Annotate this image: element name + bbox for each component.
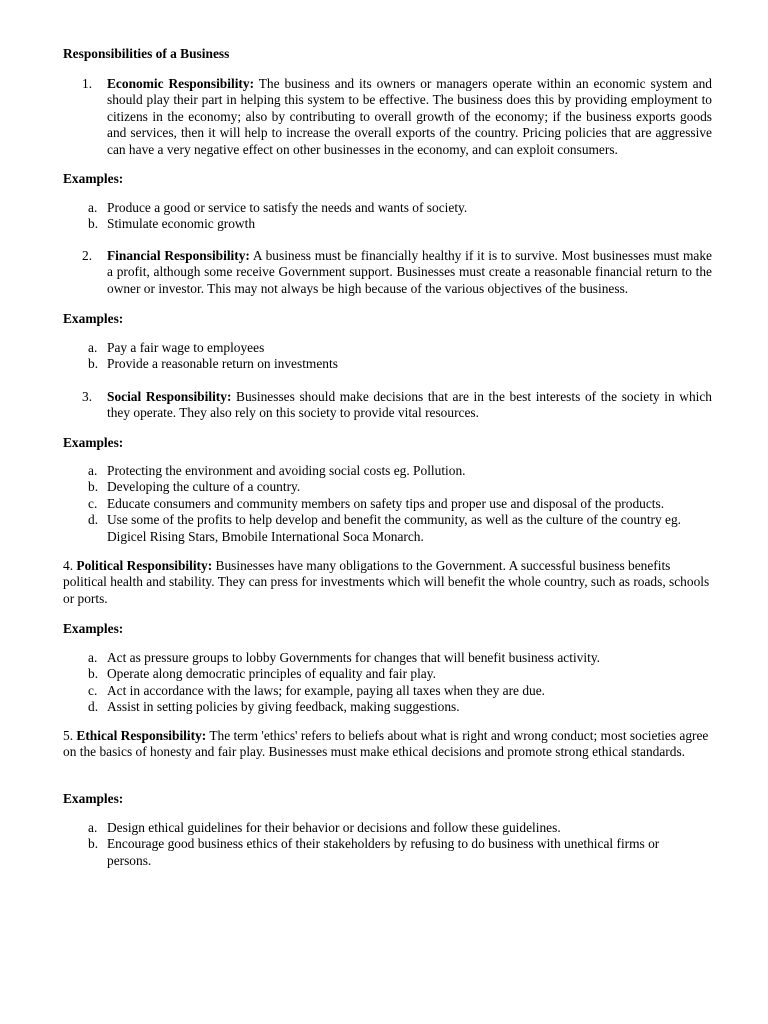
section-heading: Ethical Responsibility: <box>76 728 207 743</box>
section-number: 1. <box>82 76 93 91</box>
list-item <box>88 479 693 495</box>
examples-label: Examples: <box>63 311 124 326</box>
list-item <box>88 512 693 545</box>
list-marker: a. <box>88 650 98 665</box>
list-marker: a. <box>88 820 98 835</box>
section-text: Businesses have many obligations to the Government. A successful business benefits political health and stability. They can press for investments which will benefit the whole country, such as roads, schools or ports. <box>63 558 710 606</box>
section-text: The term 'ethics' refers to beliefs about what is right and wrong conduct; most societies agree on the basics of honesty and fair play. Businesses must make ethical decisions and promote strong ethical standards. <box>63 728 709 760</box>
list-marker: b. <box>88 356 99 372</box>
list-marker: b. <box>88 479 99 495</box>
examples-list <box>88 200 693 233</box>
section-number: 2. <box>82 248 93 263</box>
examples-label: Examples: <box>63 791 124 806</box>
list-marker: b. <box>88 216 99 232</box>
section-financial <box>82 248 712 297</box>
section-heading: Economic Responsibility: <box>107 76 255 91</box>
list-item-text: Encourage good business ethics of their stakeholders by refusing to do business with unethical firms or persons. <box>107 836 660 868</box>
section-heading: Social Responsibility: <box>107 389 232 404</box>
list-item-text: Pay a fair wage to employees <box>107 340 265 355</box>
list-item-text: Stimulate economic growth <box>107 216 256 232</box>
list-item <box>88 356 693 372</box>
list-marker: b. <box>88 836 99 852</box>
list-item <box>88 820 693 836</box>
list-item-text: Provide a reasonable return on investments <box>107 356 338 372</box>
list-item <box>88 496 693 512</box>
section-body <box>107 76 712 158</box>
examples-list <box>88 820 693 869</box>
section-number: 4. <box>63 558 74 573</box>
list-item-text: Protecting the environment and avoiding social costs eg. Pollution. <box>107 463 466 478</box>
examples-list <box>88 340 693 373</box>
section-heading: Political Responsibility: <box>76 558 213 573</box>
section-economic <box>82 76 712 158</box>
examples-list <box>88 463 693 545</box>
section-number: 3. <box>82 389 93 404</box>
list-item <box>88 699 693 715</box>
list-marker: d. <box>88 512 99 528</box>
list-item-text: Assist in setting policies by giving feedback, making suggestions. <box>107 699 460 715</box>
section-body <box>107 389 712 422</box>
section-text: The business and its owners or managers operate within an economic system and should play their part in helping this system to be effective. The business does this by providing employment to citizens in the economy; also by contributing to overall growth of the economy; if the business exports goods and services, then it will help to increase the overall exports of the country. Pricing policies that are aggressive can have a very negative effect on other businesses in the economy, and can exploit consumers. <box>107 76 712 157</box>
list-item-text: Developing the culture of a country. <box>107 479 301 495</box>
list-item <box>88 216 693 232</box>
examples-label: Examples: <box>63 435 124 450</box>
list-item <box>88 836 693 869</box>
list-item-text: Act in accordance with the laws; for example, paying all taxes when they are due. <box>107 682 546 698</box>
section-text: Businesses should make decisions that are in the best interests of the society in which they operate. They also rely on this society to provide vital resources. <box>107 389 712 421</box>
list-marker: b. <box>88 666 99 682</box>
list-item <box>88 666 693 682</box>
list-item <box>88 340 693 356</box>
list-item <box>88 650 693 666</box>
list-item-text: Educate consumers and community members on safety tips and proper use and disposal of the products. <box>107 495 665 511</box>
section-body <box>107 248 712 297</box>
list-marker: c. <box>88 682 98 698</box>
section-political <box>63 558 711 607</box>
section-ethical <box>63 728 711 761</box>
examples-list <box>88 650 693 716</box>
list-item <box>88 463 693 479</box>
list-item-text: Produce a good or service to satisfy the needs and wants of society. <box>107 200 468 215</box>
examples-label: Examples: <box>63 171 124 186</box>
list-item-text: Use some of the profits to help develop and benefit the community, as well as the culture of the country eg. Digicel Rising Stars, Bmobile International Soca Monarch. <box>107 512 682 544</box>
list-marker: d. <box>88 699 99 715</box>
list-marker: c. <box>88 495 98 511</box>
section-text: A business must be financially healthy if it is to survive. Most businesses must make a profit, although some receive Government support. Businesses must create a reasonable financial return to the owner or investor. This may not always be high because of the various objectives of the business. <box>107 248 712 296</box>
list-marker: a. <box>88 463 98 478</box>
section-number: 5. <box>63 728 74 743</box>
section-heading: Financial Responsibility: <box>107 248 250 263</box>
examples-label: Examples: <box>63 621 124 636</box>
page-title: Responsibilities of a Business <box>63 46 230 61</box>
list-marker: a. <box>88 200 98 215</box>
list-item-text: Act as pressure groups to lobby Governments for changes that will benefit business activity. <box>107 650 600 665</box>
list-item-text: Operate along democratic principles of equality and fair play. <box>107 666 436 682</box>
list-item-text: Design ethical guidelines for their behavior or decisions and follow these guidelines. <box>107 820 561 835</box>
list-item <box>88 683 693 699</box>
section-social <box>82 389 712 422</box>
list-marker: a. <box>88 340 98 355</box>
list-item <box>88 200 693 216</box>
